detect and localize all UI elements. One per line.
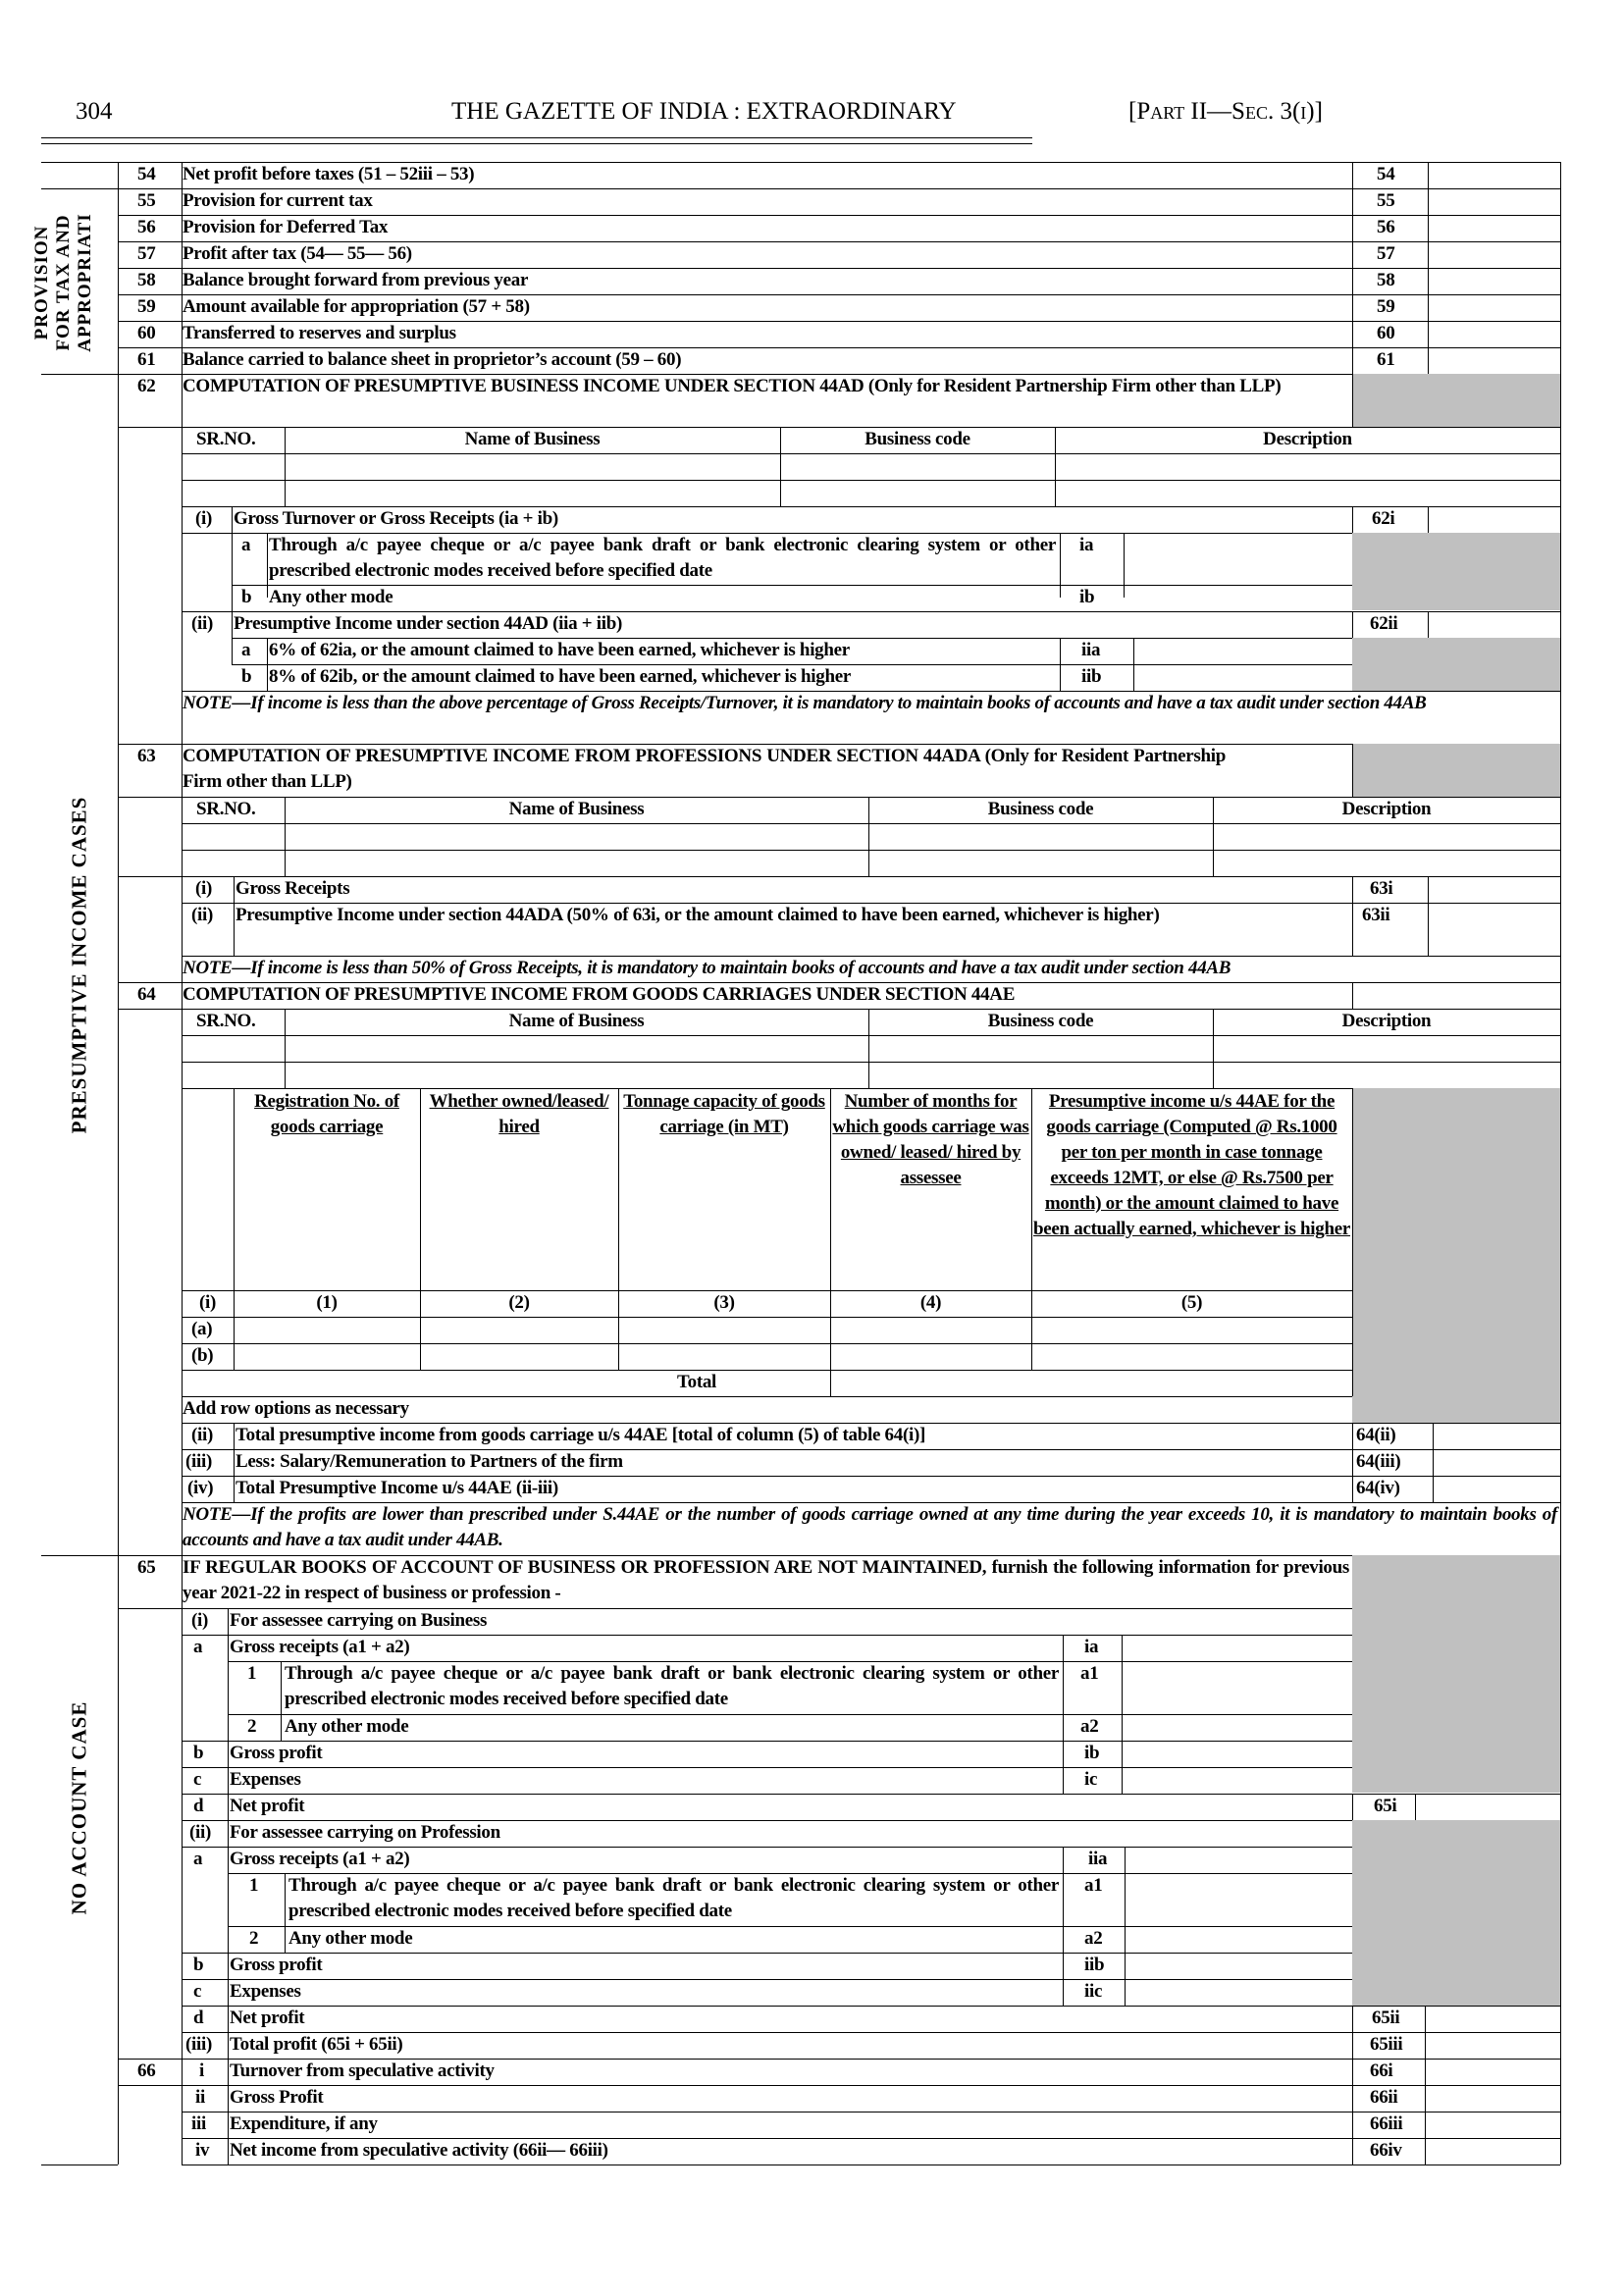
item-text: Expenses — [230, 1981, 301, 2002]
amount-input-65ii[interactable] — [1426, 2007, 1559, 2031]
grid-line-v — [1352, 1449, 1353, 1476]
shaded-cell — [1352, 533, 1560, 610]
grid-line-v — [1428, 162, 1429, 374]
goods-carriage-input[interactable] — [619, 1318, 829, 1342]
amount-input-65ib[interactable] — [1123, 1742, 1351, 1766]
grid-line-v — [1560, 982, 1561, 1555]
item-code: iib — [1081, 666, 1102, 687]
shaded-cell — [1352, 1555, 1560, 1793]
column-number: (5) — [1180, 1292, 1203, 1313]
item-label: (iii) — [185, 1451, 212, 1472]
grid-line-v — [228, 1820, 229, 2059]
grid-line-v — [118, 982, 119, 1555]
description-input[interactable] — [1056, 454, 1559, 479]
grid-line-v — [1352, 1794, 1353, 1820]
row-label: (b) — [191, 1345, 214, 1366]
item-code: a1 — [1080, 1663, 1099, 1684]
section-title: COMPUTATION OF PRESUMPTIVE BUSINESS INCOME UNDER SECTION 44AD (Only for Resident Partnership Firm other than LLP) — [183, 376, 1282, 396]
item-code: a2 — [1084, 1928, 1103, 1949]
row-label: Balance brought forward from previous year — [183, 270, 529, 290]
row-label: Profit after tax (54— 55— 56) — [183, 243, 412, 264]
description-input[interactable] — [1214, 851, 1559, 875]
item-code: 66iv — [1370, 2140, 1402, 2161]
amount-input-66iv[interactable] — [1426, 2139, 1559, 2164]
business-code-input[interactable] — [781, 454, 1054, 479]
business-name-input[interactable] — [286, 454, 779, 479]
grid-line-v — [1352, 982, 1353, 1009]
grid-line-v — [1425, 2059, 1426, 2165]
item-code: 66iii — [1370, 2113, 1403, 2134]
column-number: (1) — [316, 1292, 338, 1313]
amount-input-63ii[interactable] — [1429, 904, 1559, 955]
grid-line-v — [182, 744, 183, 982]
amount-input-66i[interactable] — [1426, 2060, 1559, 2084]
item-text: Gross profit — [230, 1955, 323, 1975]
item-label: (iv) — [187, 1478, 214, 1498]
business-code-input[interactable] — [869, 1036, 1212, 1061]
amount-input-ib[interactable] — [1125, 586, 1351, 610]
item-code: a1 — [1084, 1875, 1103, 1896]
col-header-description: Description — [1263, 429, 1352, 449]
row-label: Amount available for appropriation (57 + 58) — [183, 296, 530, 317]
goods-carriage-col-header: Presumptive income u/s 44AE for the goods carriage (Computed @ Rs.1000 per ton per month in case tonnage exceeds 12MT, or else @ Rs.7500 per month) or the amount claimed to have been actually earned, whichever is higher — [1033, 1091, 1350, 1239]
item-text: Net profit — [230, 1796, 305, 1816]
goods-carriage-input[interactable] — [831, 1344, 1030, 1369]
amount-input-65ia[interactable] — [1123, 1636, 1351, 1660]
business-code-input[interactable] — [869, 824, 1212, 849]
sr-no-input[interactable] — [183, 824, 284, 849]
grid-line-v — [182, 1555, 183, 2059]
grid-line-v — [182, 982, 183, 1555]
goods-carriage-input[interactable] — [1032, 1318, 1351, 1342]
total-input-months[interactable] — [831, 1371, 1030, 1395]
total-label: Total — [677, 1372, 717, 1392]
gazette-title: THE GAZETTE OF INDIA : EXTRAORDINARY — [451, 98, 957, 125]
note-text: NOTE—If income is less than 50% of Gross Receipts, it is mandatory to maintain books of accounts and have a tax audit under section 44AB — [183, 958, 1231, 978]
side-label-provision: PROVISION — [31, 225, 52, 340]
note-text: NOTE—If income is less than the above percentage of Gross Receipts/Turnover, it is mandatory to maintain books of accounts and have a tax audit under section 44AB — [183, 693, 1427, 713]
item-label: i — [199, 2060, 204, 2081]
grid-line-v — [228, 2059, 229, 2165]
item-label: (iii) — [185, 2034, 212, 2055]
row-number: 58 — [137, 270, 156, 290]
goods-carriage-col-header: Number of months for which goods carriage was owned/ leased/ hired by assessee — [832, 1091, 1029, 1188]
item-code: ia — [1079, 535, 1094, 555]
item-text: Less: Salary/Remuneration to Partners of the firm — [236, 1451, 623, 1472]
side-label-no-account: NO ACCOUNT CASE — [67, 1700, 91, 1914]
grid-line-v — [182, 374, 183, 744]
item-text: Gross profit — [230, 1743, 323, 1763]
business-name-input[interactable] — [286, 1063, 867, 1087]
grid-line-v — [1060, 533, 1061, 598]
goods-carriage-col-header: Registration No. of goods carriage — [254, 1091, 399, 1137]
amount-input-59[interactable] — [1429, 295, 1559, 320]
col-header-description: Description — [1341, 1011, 1432, 1031]
item-label: (i) — [195, 878, 213, 899]
row-code: 55 — [1377, 190, 1395, 211]
row-code: 54 — [1377, 164, 1395, 184]
sr-no-input[interactable] — [183, 851, 284, 875]
item-label: a — [193, 1849, 203, 1869]
grid-line-v — [232, 506, 233, 665]
item-text: Total profit (65i + 65ii) — [230, 2034, 403, 2055]
grid-line-v — [267, 533, 268, 598]
grid-line-h — [118, 2085, 1560, 2086]
item-text: Net income from speculative activity (66ii— 66iii) — [230, 2140, 608, 2161]
business-code-input[interactable] — [869, 851, 1212, 875]
note-text: NOTE—If the profits are lower than prescribed under S.44AE or the number of goods carriage owned at any time during the year exceeds 10, it is mandatory to maintain books of accounts and have a tax audit under 44AB. — [183, 1504, 1557, 1550]
shaded-cell — [1352, 1820, 1560, 2006]
amount-input-65i[interactable] — [1416, 1795, 1559, 1819]
grid-line-v — [1352, 876, 1353, 956]
amount-input-65iii[interactable] — [1426, 2033, 1559, 2058]
grid-line-v — [234, 1423, 235, 1449]
item-label: d — [193, 1796, 204, 1816]
item-text: 6% of 62ia, or the amount claimed to have been earned, whichever is higher — [269, 640, 850, 660]
side-label-provision: FOR TAX AND — [53, 214, 74, 351]
item-label: 1 — [249, 1875, 259, 1896]
column-number: (2) — [508, 1292, 530, 1313]
goods-carriage-col-header: Tonnage capacity of goods carriage (in MT) — [623, 1091, 825, 1137]
amount-input-iia[interactable] — [1134, 639, 1351, 663]
amount-input-65ic[interactable] — [1123, 1768, 1351, 1793]
business-name-input[interactable] — [286, 1036, 867, 1061]
shaded-cell — [1352, 638, 1560, 691]
item-code: ic — [1084, 1769, 1098, 1790]
item-code: 66i — [1370, 2060, 1393, 2081]
col-header-name: Name of Business — [508, 799, 645, 819]
goods-carriage-input[interactable] — [619, 1344, 829, 1369]
business-name-input[interactable] — [286, 851, 867, 875]
goods-carriage-col-header: Whether owned/leased/ hired — [429, 1091, 609, 1137]
item-label: a — [241, 535, 251, 555]
section-number: 62 — [137, 376, 156, 396]
section-number: 66 — [137, 2060, 156, 2081]
part-section: [Part II—Sec. 3(i)] — [1128, 98, 1323, 125]
amount-input-56[interactable] — [1429, 216, 1559, 240]
grid-line-v — [1352, 611, 1353, 638]
grid-line-v — [228, 1608, 229, 1847]
item-code: 65iii — [1370, 2034, 1403, 2055]
amount-input-65iib[interactable] — [1126, 1954, 1351, 1978]
grid-line-v — [1560, 744, 1561, 982]
grid-line-h — [182, 533, 232, 534]
item-code: 63ii — [1362, 905, 1390, 925]
item-label: (ii) — [189, 1822, 212, 1843]
goods-carriage-input[interactable] — [421, 1318, 617, 1342]
item-label: b — [193, 1955, 204, 1975]
row-code: 56 — [1377, 217, 1395, 237]
item-label: (ii) — [191, 613, 214, 634]
goods-carriage-input[interactable] — [235, 1318, 419, 1342]
grid-line-v — [1352, 506, 1353, 533]
row-number: 60 — [137, 323, 156, 343]
row-label: Net profit before taxes (51 – 52iii – 53) — [183, 164, 475, 184]
section-number: 65 — [137, 1557, 156, 1578]
grid-line-v — [1352, 162, 1353, 374]
item-code: 64(ii) — [1356, 1425, 1396, 1445]
row-label: (a) — [191, 1319, 213, 1339]
amount-input-65ia1[interactable] — [1123, 1662, 1351, 1713]
grid-line-h — [182, 2006, 1352, 2007]
item-code: ib — [1084, 1743, 1100, 1763]
grid-line-v — [182, 2059, 183, 2165]
amount-input-64(ii)[interactable] — [1434, 1424, 1559, 1448]
grid-line-v — [118, 374, 119, 744]
grid-line-v — [118, 744, 119, 982]
item-code: iia — [1088, 1849, 1108, 1869]
grid-line-v — [118, 162, 119, 374]
amount-input-64(iv)[interactable] — [1434, 1477, 1559, 1501]
item-code: 64(iv) — [1356, 1478, 1400, 1498]
total-input-income[interactable] — [1032, 1371, 1351, 1395]
sr-no-input[interactable] — [183, 454, 284, 479]
grid-line-v — [234, 1449, 235, 1476]
item-text: Any other mode — [285, 1716, 409, 1737]
grid-line-h — [182, 1794, 1352, 1795]
description-input[interactable] — [1214, 824, 1559, 849]
item-code: 63i — [1370, 878, 1393, 899]
item-code: ia — [1084, 1637, 1099, 1657]
item-text: Through a/c payee cheque or a/c payee bank draft or bank electronic clearing system or other prescribed electronic modes received before specified date — [269, 535, 1056, 581]
item-label: ii — [195, 2087, 205, 2108]
section-title: IF REGULAR BOOKS OF ACCOUNT OF BUSINESS OR PROFESSION ARE NOT MAINTAINED, furnish the following information for previous year 2021-22 in respect of business or profession - — [183, 1557, 1349, 1603]
grid-line-v — [281, 1661, 282, 1741]
item-label: (i) — [191, 1610, 209, 1631]
item-code: 62ii — [1370, 613, 1398, 634]
business-name-input[interactable] — [286, 824, 867, 849]
amount-input-ia[interactable] — [1125, 534, 1351, 585]
item-label: iii — [191, 2113, 206, 2134]
row-number: 56 — [137, 217, 156, 237]
grid-line-v — [1352, 1476, 1353, 1502]
add-row-hint: Add row options as necessary — [183, 1398, 409, 1419]
row-number: 55 — [137, 190, 156, 211]
row-label: Provision for current tax — [183, 190, 373, 211]
row-number: 61 — [137, 349, 156, 370]
item-label: (ii) — [191, 1425, 214, 1445]
amount-input-65iia[interactable] — [1126, 1848, 1351, 1872]
item-text: Gross Profit — [230, 2087, 324, 2108]
sr-no-input[interactable] — [183, 481, 284, 505]
page-number: 304 — [76, 98, 113, 125]
item-label: 2 — [249, 1928, 259, 1949]
item-text: For assessee carrying on Business — [230, 1610, 488, 1631]
row-label: Transferred to reserves and surplus — [183, 323, 456, 343]
row-code: 57 — [1377, 243, 1395, 264]
row-code: 59 — [1377, 296, 1395, 317]
item-label: c — [193, 1981, 202, 2002]
item-label: (ii) — [191, 905, 214, 925]
amount-input-66ii[interactable] — [1426, 2086, 1559, 2111]
item-text: Any other mode — [269, 587, 393, 607]
sr-no-input[interactable] — [183, 1063, 284, 1087]
item-label: b — [193, 1743, 204, 1763]
item-text: Any other mode — [288, 1928, 413, 1949]
side-label-provision: APPROPRIATI — [75, 213, 95, 352]
column-number: (4) — [919, 1292, 942, 1313]
row-number: 57 — [137, 243, 156, 264]
amount-input-58[interactable] — [1429, 269, 1559, 293]
item-code: ib — [1079, 587, 1095, 607]
header-rule-top — [41, 137, 1032, 138]
item-label: b — [241, 666, 252, 687]
item-label: a — [241, 640, 251, 660]
amount-input-63i[interactable] — [1429, 877, 1559, 902]
amount-input-iib[interactable] — [1134, 665, 1351, 690]
item-code: iic — [1084, 1981, 1103, 2002]
grid-line-v — [118, 2059, 119, 2165]
amount-input-65iia2[interactable] — [1126, 1927, 1351, 1952]
side-label-presumptive: PRESUMPTIVE INCOME CASES — [67, 796, 91, 1134]
item-label: a — [193, 1637, 203, 1657]
shaded-cell — [1352, 1088, 1560, 1423]
item-code: 65ii — [1372, 2008, 1400, 2028]
goods-carriage-input[interactable] — [235, 1344, 419, 1369]
item-label: c — [193, 1769, 202, 1790]
grid-line-v — [830, 1370, 831, 1396]
grid-line-v — [1560, 1555, 1561, 2059]
grid-line-v — [182, 162, 183, 374]
shaded-cell — [1352, 744, 1560, 797]
shaded-cell — [1352, 374, 1560, 427]
item-text: Gross Turnover or Gross Receipts (ia + ib) — [234, 508, 558, 529]
item-text: Gross receipts (a1 + a2) — [230, 1637, 410, 1657]
section-title: COMPUTATION OF PRESUMPTIVE INCOME FROM PROFESSIONS UNDER SECTION 44ADA (Only for Resident Partnership Firm other than LLP) — [183, 746, 1226, 792]
goods-carriage-input[interactable] — [831, 1318, 1030, 1342]
row-code: 60 — [1377, 323, 1395, 343]
amount-input-61[interactable] — [1429, 348, 1559, 373]
item-code: iia — [1081, 640, 1101, 660]
col-header-description: Description — [1341, 799, 1432, 819]
item-text: 8% of 62ib, or the amount claimed to have been earned, whichever is higher — [269, 666, 851, 687]
item-text: Total presumptive income from goods carriage u/s 44AE [total of column (5) of table 64(i)] — [236, 1425, 926, 1445]
goods-carriage-input[interactable] — [1032, 1344, 1351, 1369]
amount-input-57[interactable] — [1429, 242, 1559, 267]
col-header-sr-no: SR.NO. — [196, 1011, 256, 1031]
row-number: 59 — [137, 296, 156, 317]
item-code: a2 — [1080, 1716, 1099, 1737]
col-header-code: Business code — [987, 799, 1094, 819]
item-text: Net profit — [230, 2008, 305, 2028]
amount-input-60[interactable] — [1429, 322, 1559, 346]
item-text: Expenditure, if any — [230, 2113, 378, 2134]
column-number: (3) — [713, 1292, 735, 1313]
item-label: d — [193, 2008, 204, 2028]
item-code: 64(iii) — [1356, 1451, 1401, 1472]
section-title: COMPUTATION OF PRESUMPTIVE INCOME FROM GOODS CARRIAGES UNDER SECTION 44AE — [183, 984, 1016, 1005]
description-input[interactable] — [1056, 481, 1559, 505]
item-code: iib — [1084, 1955, 1105, 1975]
item-text: Through a/c payee cheque or a/c payee bank draft or bank electronic clearing system or other prescribed electronic modes received before specified date — [288, 1875, 1059, 1921]
grid-line-v — [1352, 1088, 1353, 1396]
grid-line-v — [1560, 374, 1561, 744]
grid-line-v — [234, 1476, 235, 1502]
amount-input-62i[interactable] — [1429, 507, 1559, 532]
item-label: 1 — [247, 1663, 257, 1684]
description-input[interactable] — [1214, 1063, 1559, 1087]
row-code: 58 — [1377, 270, 1395, 290]
item-label: (i) — [195, 508, 213, 529]
amount-input-65ia2[interactable] — [1123, 1715, 1351, 1740]
grid-line-v — [1352, 374, 1353, 427]
row-code: 61 — [1377, 349, 1395, 370]
amount-input-54[interactable] — [1429, 163, 1559, 187]
section-number: 63 — [137, 746, 156, 766]
item-code: 66ii — [1370, 2087, 1398, 2108]
description-input[interactable] — [1214, 1036, 1559, 1061]
amount-input-64(iii)[interactable] — [1434, 1450, 1559, 1475]
col-header-name: Name of Business — [508, 1011, 645, 1031]
grid-line-v — [118, 1555, 119, 2059]
row-label: Provision for Deferred Tax — [183, 217, 389, 237]
item-text: For assessee carrying on Profession — [230, 1822, 500, 1843]
grid-line-v — [1560, 2059, 1561, 2165]
amount-input-65iic[interactable] — [1126, 1980, 1351, 2005]
col-header-sr-no: SR.NO. — [196, 429, 256, 449]
col-header-sr-no: SR.NO. — [196, 799, 256, 819]
business-code-input[interactable] — [781, 481, 1054, 505]
column-number: (i) — [198, 1292, 217, 1313]
grid-line-v — [1560, 162, 1561, 374]
section-number: 64 — [137, 984, 156, 1005]
grid-line-v — [1352, 744, 1353, 797]
grid-line-v — [234, 876, 235, 956]
grid-line-v — [228, 2032, 229, 2059]
item-text: Turnover from speculative activity — [230, 2060, 495, 2081]
col-header-code: Business code — [987, 1011, 1094, 1031]
amount-input-66iii[interactable] — [1426, 2112, 1559, 2137]
item-text: Gross receipts (a1 + a2) — [230, 1849, 410, 1869]
business-code-input[interactable] — [869, 1063, 1212, 1087]
item-text: Expenses — [230, 1769, 301, 1790]
item-label: b — [241, 587, 252, 607]
amount-input-65iia1[interactable] — [1126, 1874, 1351, 1925]
goods-carriage-input[interactable] — [421, 1344, 617, 1369]
item-text: Gross Receipts — [236, 878, 350, 899]
col-header-name: Name of Business — [464, 429, 601, 449]
grid-line-v — [285, 1873, 286, 1953]
header-rule-bottom — [41, 143, 1032, 144]
col-header-code: Business code — [864, 429, 970, 449]
item-label: 2 — [247, 1716, 257, 1737]
item-text: Through a/c payee cheque or a/c payee bank draft or bank electronic clearing system or other prescribed electronic modes received before specified date — [285, 1663, 1059, 1709]
amount-input-62ii[interactable] — [1429, 612, 1559, 637]
row-label: Balance carried to balance sheet in proprietor’s account (59 – 60) — [183, 349, 682, 370]
row-number: 54 — [137, 164, 156, 184]
grid-line-v — [1352, 2059, 1353, 2165]
item-text: Presumptive Income under section 44AD (iia + iib) — [234, 613, 622, 634]
item-text: Total Presumptive Income u/s 44AE (ii-iii) — [236, 1478, 558, 1498]
item-label: iv — [195, 2140, 210, 2161]
item-code: 62i — [1372, 508, 1395, 529]
sr-no-input[interactable] — [183, 1036, 284, 1061]
business-name-input[interactable] — [286, 481, 779, 505]
item-code: 65i — [1374, 1796, 1397, 1816]
amount-input-55[interactable] — [1429, 189, 1559, 214]
item-text: Presumptive Income under section 44ADA (50% of 63i, or the amount claimed to have been earned, whichever is higher) — [236, 905, 1160, 925]
grid-line-v — [1352, 1423, 1353, 1449]
